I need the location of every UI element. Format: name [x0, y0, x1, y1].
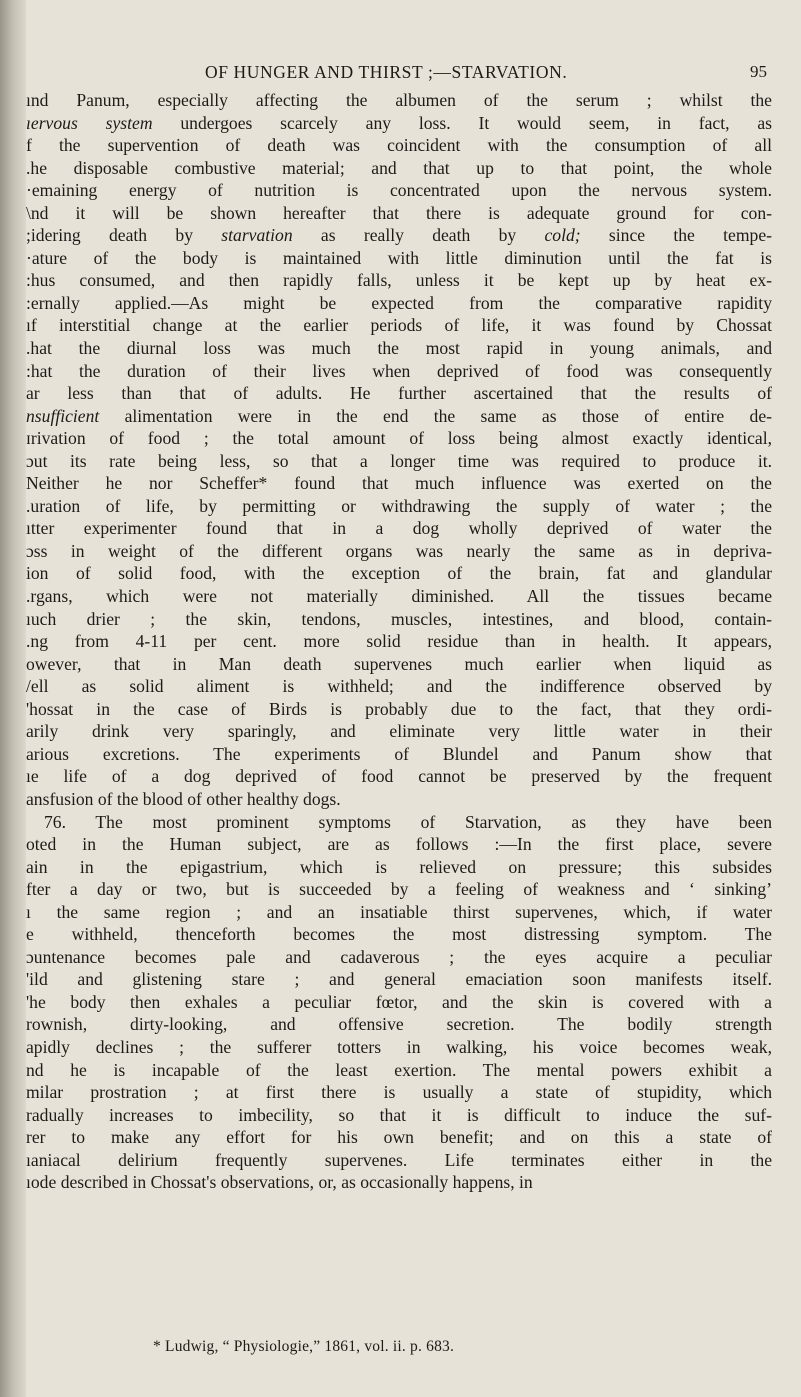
text-line: .hat the diurnal loss was much the most rapid in young animals, and — [26, 338, 772, 359]
text-line: ınd Panum, especially affecting the albumen of the serum ; whilst the — [26, 90, 772, 110]
text-line: 'hossat in the case of Birds is probably due to the fact, that they ordi- — [26, 698, 772, 719]
text-line: ɔuntenance becomes pale and cadaverous ; the eyes acquire a peculiar — [26, 946, 772, 967]
text-line: 'he body then exhales a peculiar fœtor, and the skin is covered with a — [26, 991, 772, 1012]
text-line: ɪrivation of food ; the total amount of loss being almost exactly identical, — [26, 428, 772, 449]
text-line: .he disposable combustive material; and that up to that point, the whole — [26, 157, 772, 178]
text-line: ansfusion of the blood of other healthy dogs. — [26, 788, 341, 809]
text-line: :hat the duration of their lives when deprived of food was consequently — [26, 360, 772, 381]
text-line: nd he is incapable of the least exertion. The mental powers exhibit a — [26, 1059, 772, 1080]
text-line: ·emaining energy of nutrition is concentrated upon the nervous system. — [26, 180, 772, 201]
text-line: .ng from 4-11 per cent. more solid residue than in health. It appears, — [26, 631, 772, 652]
binding-gutter — [0, 0, 26, 1397]
text-line: ıode described in Chossat's observations, or, as occasionally happens, in — [26, 1172, 533, 1193]
text-line: \nd it will be shown hereafter that there is adequate ground for con- — [26, 202, 772, 223]
text-line: rownish, dirty-looking, and offensive secretion. The bodily strength — [26, 1014, 772, 1035]
text-line: milar prostration ; at first there is usually a state of stupidity, which — [26, 1082, 772, 1103]
text-line: ıtter experimenter found that in a dog wholly deprived of water the — [26, 518, 772, 539]
text-line: arily drink very sparingly, and eliminate very little water in their — [26, 721, 772, 742]
text-line: ɔss in weight of the different organs was nearly the same as in depriva- — [26, 540, 772, 561]
text-line: ı the same region ; and an insatiable thirst supervenes, which, if water — [26, 901, 772, 922]
footnote: * Ludwig, “ Physiologie,” 1861, vol. ii. p. 683. — [153, 1338, 455, 1355]
page-header — [205, 62, 767, 83]
text-line: f the supervention of death was coincident with the consumption of all — [26, 135, 772, 156]
page-number: 95 — [750, 62, 767, 81]
text-line: :ernally applied.—As might be expected from the comparative rapidity — [26, 292, 772, 313]
text-line: ain in the epigastrium, which is relieved on pressure; this subsides — [26, 856, 772, 877]
text-line: e withheld, thenceforth becomes the most distressing symptom. The — [26, 924, 772, 945]
text-line: radually increases to imbecility, so that it is difficult to induce the suf- — [26, 1104, 772, 1125]
text-line: nsufficient alimentation were in the end the same as those of entire de- — [26, 405, 772, 426]
text-line: ıervous system undergoes scarcely any loss. It would seem, in fact, as — [26, 112, 772, 133]
text-line: 'ild and glistening stare ; and general emaciation soon manifests itself. — [26, 969, 772, 990]
text-line: 76. The most prominent symptoms of Starvation, as they have been — [44, 811, 772, 832]
text-line: owever, that in Man death supervenes much earlier when liquid as — [26, 653, 772, 674]
text-line: ·ature of the body is maintained with little diminution until the fat is — [26, 247, 772, 268]
text-line: fter a day or two, but is succeeded by a feeling of weakness and ‘ sinking’ — [26, 879, 772, 900]
text-line: .rgans, which were not materially diminished. All the tissues became — [26, 586, 772, 607]
text-line: ıe life of a dog deprived of food cannot be preserved by the frequent — [26, 766, 772, 787]
text-line: oted in the Human subject, are as follows :—In the first place, severe — [26, 834, 772, 855]
text-line: ;idering death by starvation as really death by cold; since the tempe- — [26, 225, 772, 246]
text-line: ɔut its rate being less, so that a longer time was required to produce it. — [26, 450, 772, 471]
body-text — [26, 89, 772, 1194]
text-line: ıf interstitial change at the earlier periods of life, it was found by Chossat — [26, 315, 772, 336]
text-line: rer to make any effort for his own benefit; and on this a state of — [26, 1127, 772, 1148]
text-line: :hus consumed, and then rapidly falls, unless it be kept up by heat ex- — [26, 270, 772, 291]
text-line: Neither he nor Scheffer* found that much influence was exerted on the — [26, 473, 772, 494]
text-line: ar less than that of adults. He further ascertained that the results of — [26, 383, 772, 404]
text-line: ıaniacal delirium frequently supervenes. Life terminates either in the — [26, 1149, 772, 1170]
text-line: ıuch drier ; the skin, tendons, muscles, intestines, and blood, contain- — [26, 608, 772, 629]
text-line: apidly declines ; the sufferer totters in walking, his voice becomes weak, — [26, 1036, 772, 1057]
text-line: ion of solid food, with the exception of the brain, fat and glandular — [26, 563, 772, 584]
running-head: OF HUNGER AND THIRST ;—STARVATION. — [205, 62, 568, 82]
text-line: .uration of life, by permitting or withdrawing the supply of water ; the — [26, 495, 772, 516]
text-line: arious excretions. The experiments of Blundel and Panum show that — [26, 743, 772, 764]
text-line: /ell as solid aliment is withheld; and the indifference observed by — [26, 676, 772, 697]
